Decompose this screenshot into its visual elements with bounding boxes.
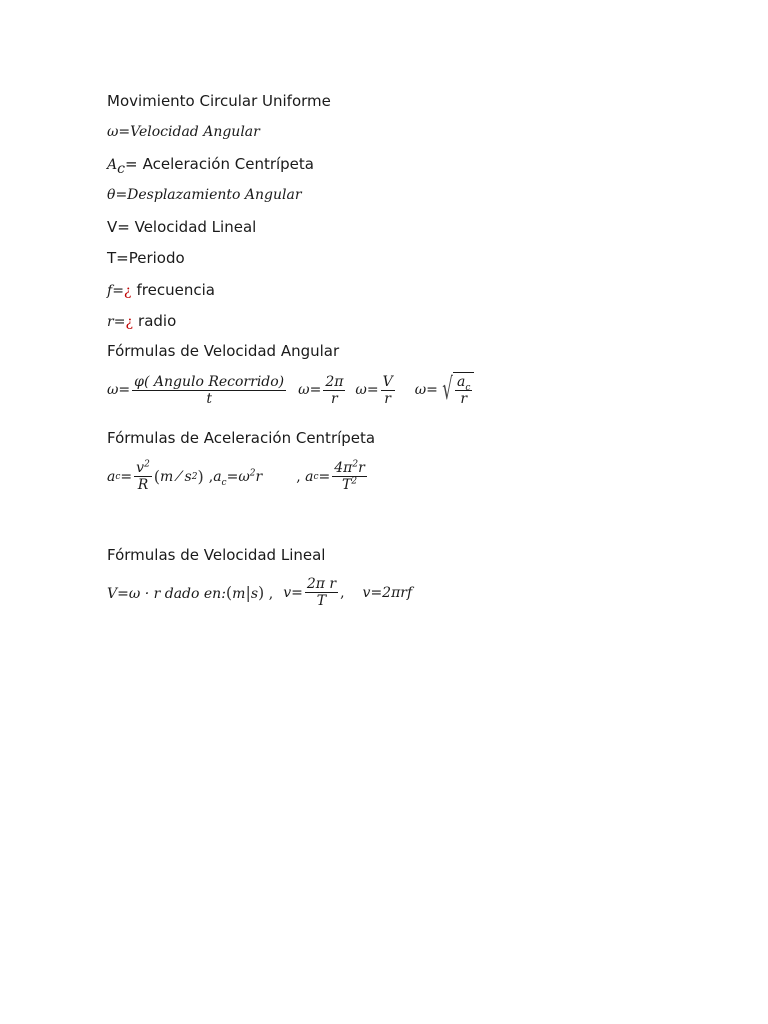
page-title: Movimiento Circular Uniforme xyxy=(107,92,331,110)
formula-ac-v2-r: a c = $\frac{v^2}{R}$ ( m ⁄ s 2 ) xyxy=(107,459,204,493)
lineal-formulas-row xyxy=(107,576,412,609)
heading-lineal-formulas: Fórmulas de Velocidad Lineal xyxy=(107,546,326,564)
definition-ac: $A_c=$ Aceleración Centrípeta xyxy=(107,155,314,178)
formula-omega-v-r: ω= $\frac{V}{r}$ xyxy=(355,373,393,407)
formula-ac-omega2-r: $,a_c=\omega^2r$ xyxy=(208,467,263,488)
formula-v-2pir-t: v= $\frac{\text{2π r}}{T}$ , xyxy=(283,576,345,609)
formula-omega-2pi-r: ω= $\frac{2\pi}{r}$ xyxy=(298,373,344,407)
heading-centripeta-formulas: Fórmulas de Aceleración Centrípeta xyxy=(107,429,376,447)
formula-omega-sqrt: ω= √ $\frac{a_c}{r}$ xyxy=(415,372,475,408)
heading-angular-formulas: Fórmulas de Velocidad Angular xyxy=(107,342,340,360)
definition-omega: ω=Velocidad Angular xyxy=(107,124,260,140)
definition-v: V= Velocidad Lineal xyxy=(107,218,257,236)
centripeta-formulas-row xyxy=(107,460,369,493)
definition-theta: θ=Desplazamiento Angular xyxy=(107,187,302,203)
formula-ac-4pi2r-t2: , a c = $\frac{4\pi^2r}{T^2}$ xyxy=(296,459,365,493)
definition-t: T=Periodo xyxy=(107,249,185,267)
formula-v-2pirf: v=2πrf xyxy=(362,584,413,601)
formula-omega-angle: ω= $\frac{\text{φ( Angulo Recorrido)}}{t}$ xyxy=(107,373,285,407)
angular-formulas-row xyxy=(107,372,474,408)
sqrt-symbol-icon: √ xyxy=(442,372,453,407)
definition-f: f=¿ frecuencia xyxy=(107,281,215,299)
definition-r: r=¿ radio xyxy=(107,312,177,330)
formula-v-omega-r: V=ω · r dado en:(m|s) , xyxy=(107,583,274,602)
